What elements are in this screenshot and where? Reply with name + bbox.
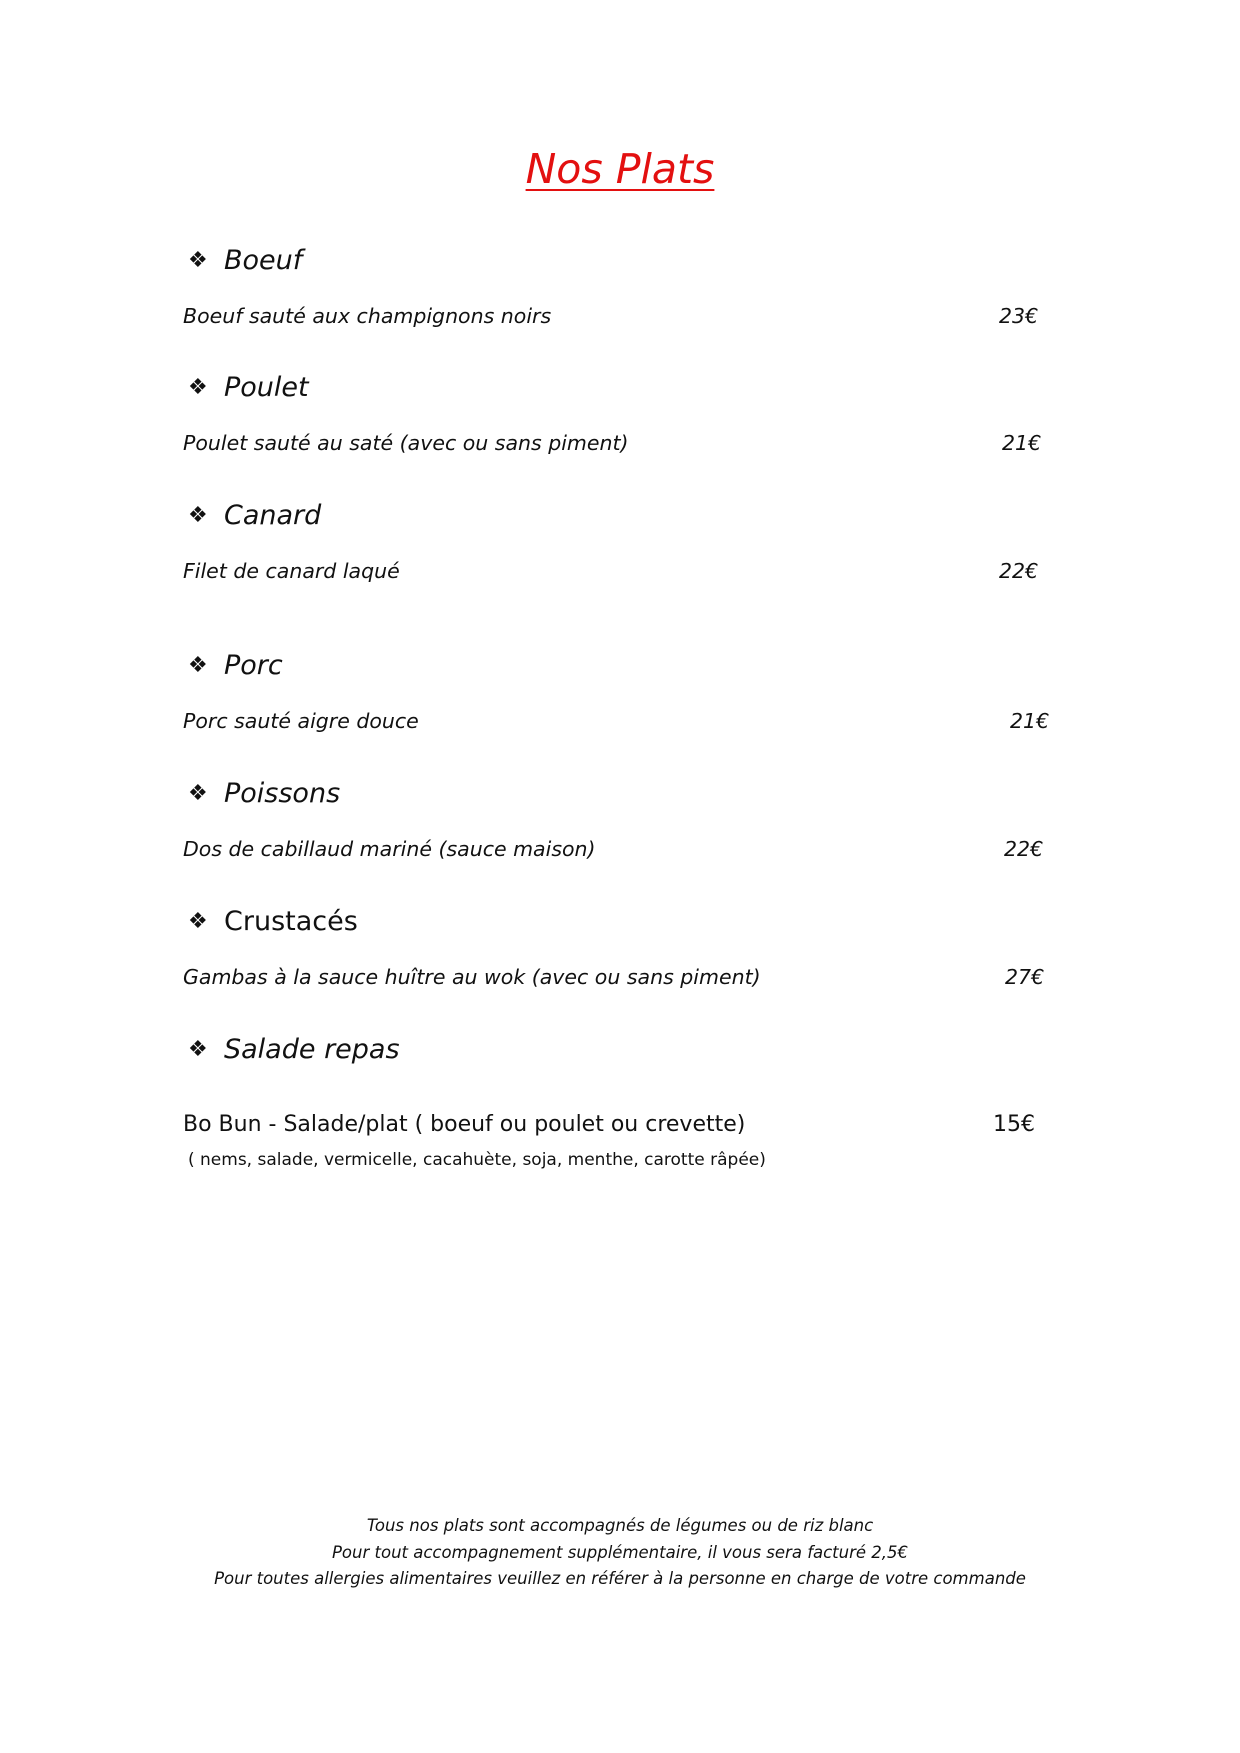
footer-notes bbox=[0, 1513, 1240, 1593]
dish-name: Poulet sauté au saté (avec ou sans piment) bbox=[183, 431, 629, 455]
section-title: Salade repas bbox=[224, 1033, 400, 1065]
diamond-bullet-icon: ❖ bbox=[188, 1036, 208, 1062]
dish-name: Porc sauté aigre douce bbox=[183, 709, 419, 733]
section-heading bbox=[188, 901, 358, 941]
section-title: Poissons bbox=[224, 777, 341, 809]
section-title: Crustacés bbox=[224, 905, 358, 937]
section-title: Poulet bbox=[224, 371, 309, 403]
section-heading bbox=[188, 495, 321, 535]
bobun-dish-price: 15€ bbox=[993, 1112, 1035, 1137]
diamond-bullet-icon: ❖ bbox=[188, 374, 208, 400]
diamond-bullet-icon: ❖ bbox=[188, 502, 208, 528]
dish-name: Boeuf sauté aux champignons noirs bbox=[183, 304, 552, 328]
section-heading bbox=[188, 1029, 400, 1069]
section-heading bbox=[188, 773, 340, 813]
dish-price: 22€ bbox=[1004, 837, 1044, 861]
dish-price: 27€ bbox=[1005, 965, 1045, 989]
bobun-dish-description: ( nems, salade, vermicelle, cacahuète, soja, menthe, carotte râpée) bbox=[188, 1150, 766, 1170]
dish-price: 23€ bbox=[999, 304, 1039, 328]
dish-price: 21€ bbox=[1010, 709, 1050, 733]
section-heading bbox=[188, 645, 283, 685]
diamond-bullet-icon: ❖ bbox=[188, 780, 208, 806]
dish-price: 21€ bbox=[1002, 431, 1042, 455]
dish-name: Dos de cabillaud mariné (sauce maison) bbox=[183, 837, 596, 861]
dish-name: Filet de canard laqué bbox=[183, 559, 400, 583]
section-heading bbox=[188, 367, 309, 407]
footer-line: Pour tout accompagnement supplémentaire, il vous sera facturé 2,5€ bbox=[331, 1542, 909, 1562]
footer-line: Tous nos plats sont accompagnés de légumes ou de riz blanc bbox=[366, 1516, 874, 1535]
diamond-bullet-icon: ❖ bbox=[188, 247, 208, 273]
dish-name: Gambas à la sauce huître au wok (avec ou sans piment) bbox=[183, 965, 761, 989]
dish-price: 22€ bbox=[999, 559, 1039, 583]
footer-line: Pour toutes allergies alimentaires veuillez en référer à la personne en charge de votre commande bbox=[214, 1569, 1026, 1588]
section-heading bbox=[188, 240, 302, 280]
section-title: Canard bbox=[224, 499, 322, 531]
diamond-bullet-icon: ❖ bbox=[188, 652, 208, 678]
page-title: Nos Plats bbox=[525, 145, 715, 193]
section-title: Boeuf bbox=[224, 244, 303, 276]
diamond-bullet-icon: ❖ bbox=[188, 908, 208, 934]
section-title: Porc bbox=[224, 649, 283, 681]
bobun-dish-name: Bo Bun - Salade/plat ( boeuf ou poulet ou crevette) bbox=[183, 1112, 746, 1137]
